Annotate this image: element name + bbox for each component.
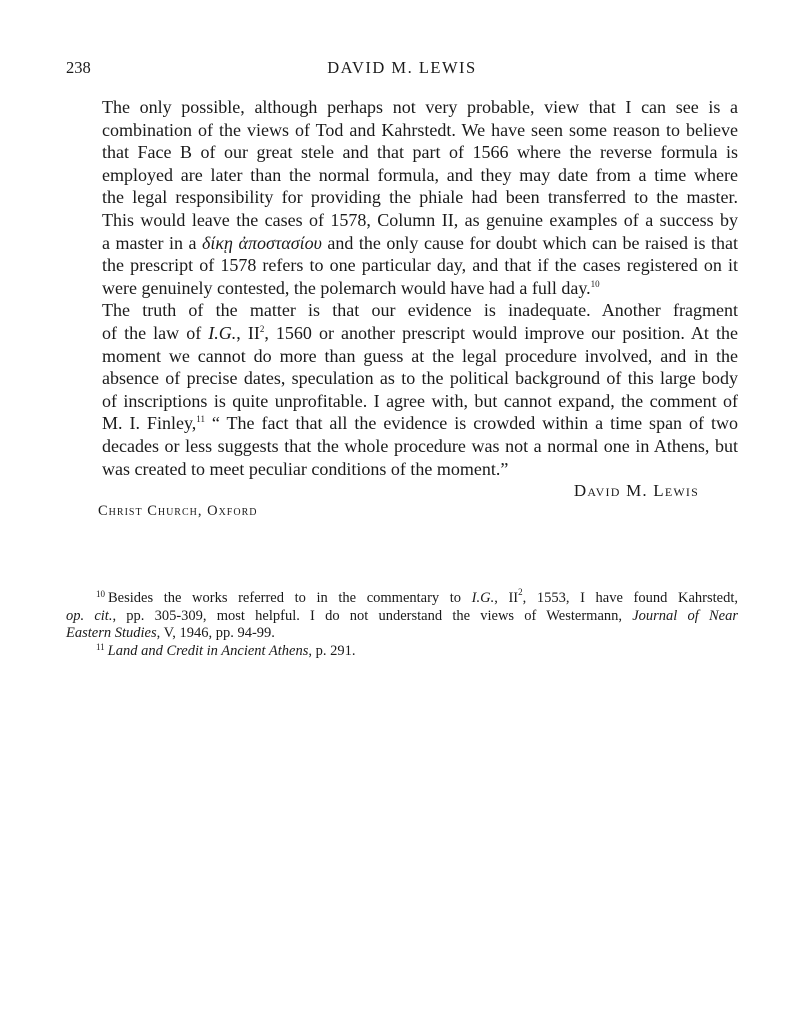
author-signature: David M. Lewis bbox=[573, 481, 699, 500]
footnote-10 bbox=[66, 587, 739, 643]
text-line bbox=[66, 232, 738, 255]
text-fragment: M. I. Finley, bbox=[102, 413, 197, 434]
text-line: decades or less suggests that the whole procedure was not a normal one in Athens, but bbox=[102, 435, 738, 456]
journal-title: Eastern Studies bbox=[66, 625, 157, 641]
greek-phrase: δίκῃ ἀποστασίου bbox=[202, 232, 322, 253]
text-line bbox=[66, 322, 738, 345]
journal-title: Journal of Near bbox=[632, 607, 739, 624]
citation-abbreviation: op. cit. bbox=[66, 607, 113, 624]
body-text bbox=[66, 96, 738, 480]
footnote-number: 10 bbox=[96, 589, 105, 599]
text-fragment: Besides the works referred to in the commentary to bbox=[108, 590, 472, 606]
text-fragment: , V, 1946, pp. 94-99. bbox=[156, 625, 275, 641]
footnote-number: 11 bbox=[96, 641, 105, 652]
text-fragment: , pp. 305-309, most helpful. I do not understand the views of Westermann, bbox=[112, 607, 633, 624]
text-fragment: , p. 291. bbox=[308, 642, 356, 659]
text-line: This would leave the cases of 1578, Column II, as genuine examples of a success by bbox=[102, 209, 738, 230]
book-title: Land and Credit in Ancient Athens bbox=[107, 642, 309, 659]
footnote-reference-11[interactable]: 11 bbox=[196, 414, 205, 425]
page-number: 238 bbox=[66, 58, 91, 77]
text-fragment: and the only cause for doubt which can be raised is that bbox=[321, 232, 739, 253]
footnote-line bbox=[66, 608, 738, 626]
text-line bbox=[66, 277, 738, 300]
author-affiliation: Christ Church, Oxford bbox=[98, 503, 258, 519]
footnote-line bbox=[66, 643, 738, 661]
footnote-line bbox=[66, 587, 738, 608]
text-line: The only possible, although perhaps not very probable, view that I can see is a bbox=[102, 97, 738, 117]
text-line: moment we cannot do more than guess at the legal procedure involved, and in the bbox=[102, 345, 738, 366]
running-head bbox=[66, 58, 738, 82]
paragraph-1 bbox=[66, 96, 738, 299]
text-line: the legal responsibility for providing the phiale had been transferred to the master. bbox=[102, 187, 738, 208]
superscript: 2 bbox=[259, 323, 265, 334]
text-line bbox=[66, 412, 738, 435]
text-line: employed are later than the normal formula, and they may date from a time where bbox=[102, 164, 738, 185]
citation-abbreviation: I.G. bbox=[208, 322, 237, 343]
running-title: DAVID M. LEWIS bbox=[327, 58, 477, 77]
citation-abbreviation: I.G. bbox=[471, 590, 495, 606]
text-fragment: of the law of bbox=[102, 322, 209, 343]
text-line: The truth of the matter is that our evidence is inadequate. Another fragment bbox=[102, 300, 738, 321]
text-fragment: a master in a bbox=[102, 232, 203, 253]
text-line: the prescript of 1578 refers to one particular day, and that if the cases registered on it bbox=[102, 255, 738, 276]
text-line: that Face B of our great stele and that part of 1566 where the reverse formula is bbox=[102, 142, 738, 163]
text-fragment: “ The fact that all the evidence is crowded within a time span of two bbox=[204, 413, 738, 434]
text-fragment: , II bbox=[494, 590, 519, 606]
text-line: combination of the views of Tod and Kahrstedt. We have seen some reason to believe bbox=[102, 119, 738, 140]
footnotes-section bbox=[66, 587, 739, 660]
text-fragment: , II bbox=[236, 322, 260, 343]
footnote-11 bbox=[66, 643, 738, 661]
text-fragment: , 1553, I have found Kahrstedt, bbox=[522, 590, 738, 606]
footnote-line bbox=[66, 625, 738, 643]
text-line: absence of precise dates, speculation as to the political background of this large body bbox=[102, 368, 738, 389]
text-line: of inscriptions is quite unprofitable. I agree with, but cannot expand, the comment of bbox=[102, 390, 738, 411]
text-fragment: , 1560 or another prescript would improve our position. At the bbox=[264, 322, 738, 343]
text-fragment: were genuinely contested, the polemarch would have had a full day. bbox=[102, 277, 591, 298]
superscript: 2 bbox=[518, 587, 523, 597]
text-line: was created to meet peculiar conditions of the moment.” bbox=[102, 458, 509, 479]
footnote-reference-10[interactable]: 10 bbox=[590, 278, 600, 289]
paragraph-2 bbox=[66, 299, 738, 480]
